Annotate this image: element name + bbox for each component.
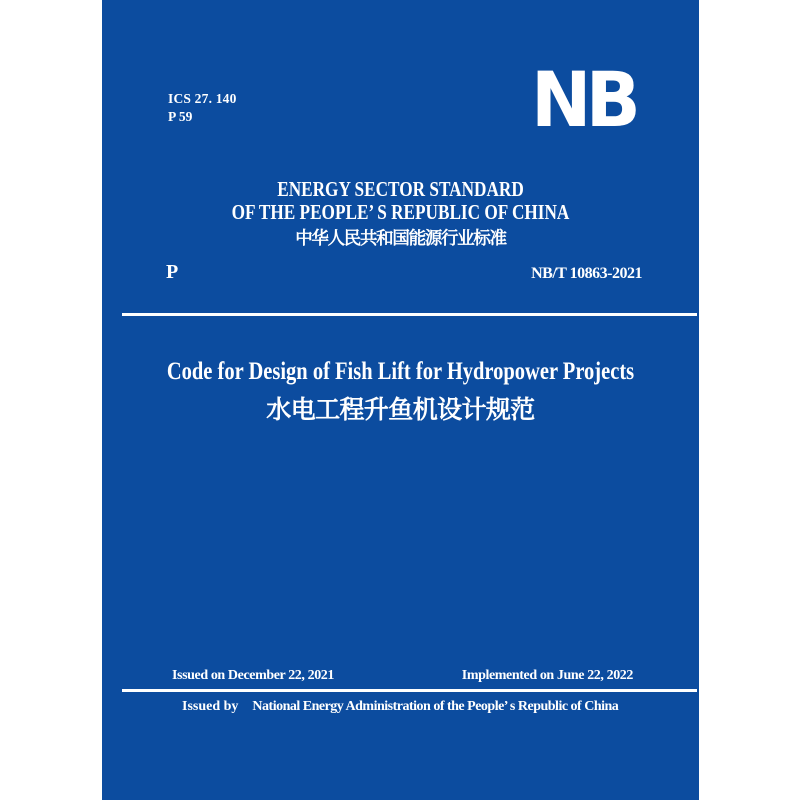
title-english: Code for Design of Fish Lift for Hydropower Projects <box>166 358 635 385</box>
top-separator-line <box>122 313 697 316</box>
ics-code: ICS 27. 140 <box>168 91 237 106</box>
category-letter: P <box>166 261 179 283</box>
issuer-value: National Energy Administration of the People’ s Republic of China <box>252 699 619 714</box>
standard-cover <box>102 0 699 800</box>
heading-en-line1: ENERGY SECTOR STANDARD <box>277 177 524 201</box>
title-chinese: 水电工程升鱼机设计规范 <box>266 397 535 424</box>
bottom-separator-line <box>122 689 697 692</box>
dates-row <box>102 668 699 684</box>
issued-date: Issued on December 22, 2021 <box>172 668 334 683</box>
issuer-label: Issued by <box>182 699 239 714</box>
heading-zh: 中华人民共和国能源行业标准 <box>295 228 506 248</box>
nb-logo: NB <box>531 55 636 144</box>
heading-en-line2: OF THE PEOPLE’ S REPUBLIC OF CHINA <box>231 200 570 224</box>
classification-code: P 59 <box>168 109 193 124</box>
standard-number: NB/T 10863-2021 <box>531 265 642 282</box>
implemented-date: Implemented on June 22, 2022 <box>461 668 633 683</box>
issuer-row <box>102 699 699 715</box>
category-number-row <box>102 261 699 285</box>
